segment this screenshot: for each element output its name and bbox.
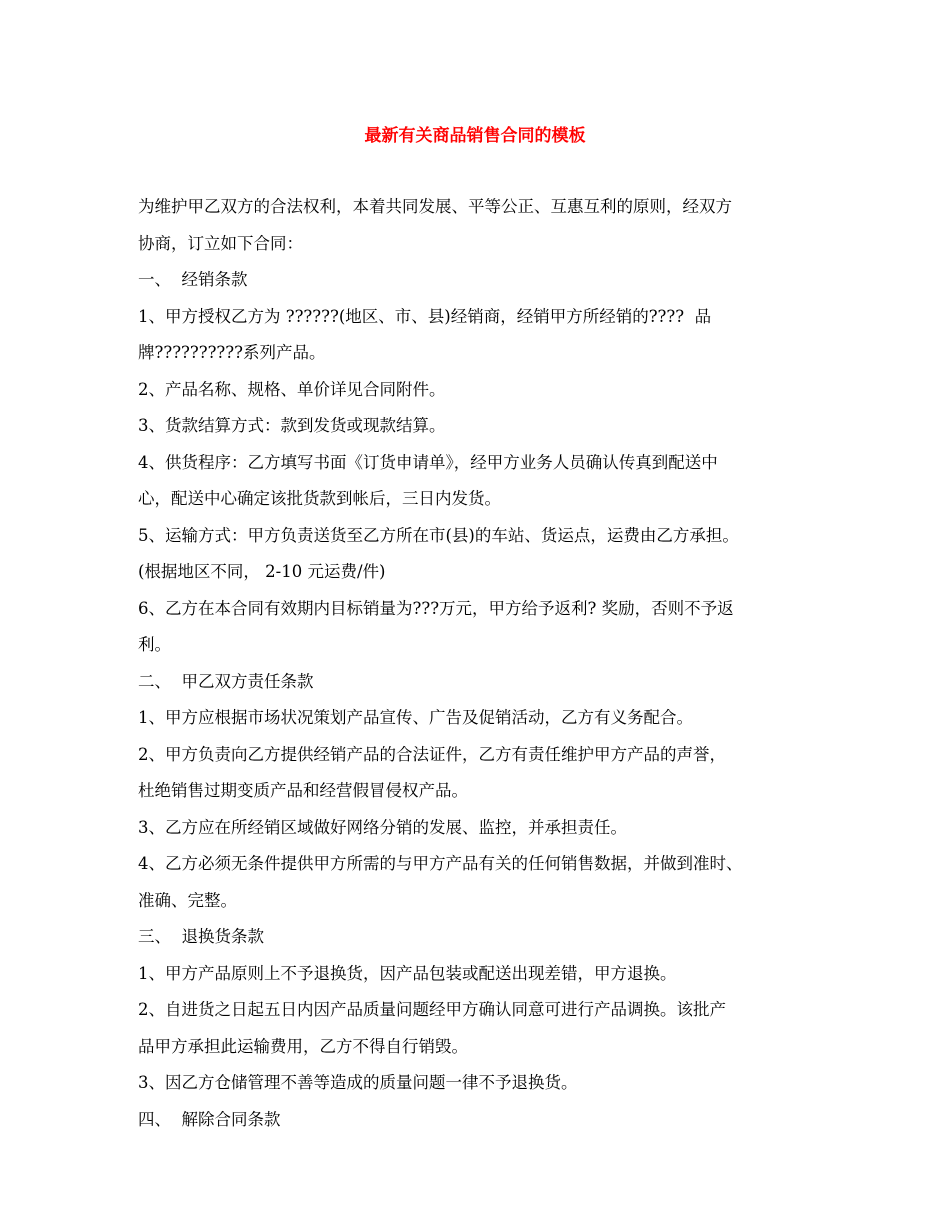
section-heading: 一、 经销条款 [138,270,248,289]
text-line: 3、因乙方仓储管理不善等造成的质量问题一律不予退换货。 [138,1073,578,1092]
text-line: 2、产品名称、规格、单价详见合同附件。 [138,379,446,399]
text-line: 1、甲方应根据市场状况策划产品宣传、广告及促销活动，乙方有义务配合。 [138,708,693,727]
text-line: 3、货款结算方式：款到发货或现款结算。 [138,416,446,435]
text-line: 5、运输方式：甲方负责送货至乙方所在市(县)的车站、货运点，运费由乙方承担。 [138,525,739,545]
section-heading: 二、 甲乙双方责任条款 [138,671,314,691]
text-line: 2、甲方负责向乙方提供经销产品的合法证件，乙方有责任维护甲方产品的声誉， [138,744,726,764]
text-line: (根据地区不同， 2-10 元运费/件) [138,562,386,581]
text-line: 准确、完整。 [138,890,237,910]
text-line: 6、乙方在本合同有效期内目标销量为???万元，甲方给予返利? 奖励，否则不予返 [138,598,734,618]
document-body [138,189,828,1138]
section-heading: 三、 退换货条款 [138,927,264,946]
section-heading: 四、 解除合同条款 [138,1109,281,1129]
text-line: 为维护甲乙双方的合法权利，本着共同发展、平等公正、互惠互利的原则，经双方 [138,197,732,216]
text-line: 品甲方承担此运输费用，乙方不得自行销毁。 [138,1036,468,1056]
text-line: 杜绝销售过期变质产品和经营假冒侵权产品。 [138,781,468,800]
text-line: 1、甲方产品原则上不予退换货，因产品包装或配送出现差错，甲方退换。 [138,963,677,983]
text-line: 4、乙方必须无条件提供甲方所需的与甲方产品有关的任何销售数据，并做到准时、 [138,854,743,873]
text-line: 3、乙方应在所经销区域做好网络分销的发展、监控，并承担责任。 [138,817,627,837]
text-line: 协商，订立如下合同： [138,233,303,253]
text-line: 牌??????????系列产品。 [138,343,326,362]
document-title: 最新有关商品销售合同的模板 [364,126,586,146]
text-line: 4、供货程序：乙方填写书面《订货申请单》，经甲方业务人员确认传真到配送中 [138,452,718,472]
text-line: 心，配送中心确定该批货款到帐后，三日内发货。 [138,489,501,508]
text-line: 2、自进货之日起五日内因产品质量问题经甲方确认同意可进行产品调换。该批产 [138,1000,726,1019]
text-line: 利。 [138,635,171,654]
text-line: 1、甲方授权乙方为 ??????(地区、市、县)经销商，经销甲方所经销的???? 品 [138,306,712,326]
